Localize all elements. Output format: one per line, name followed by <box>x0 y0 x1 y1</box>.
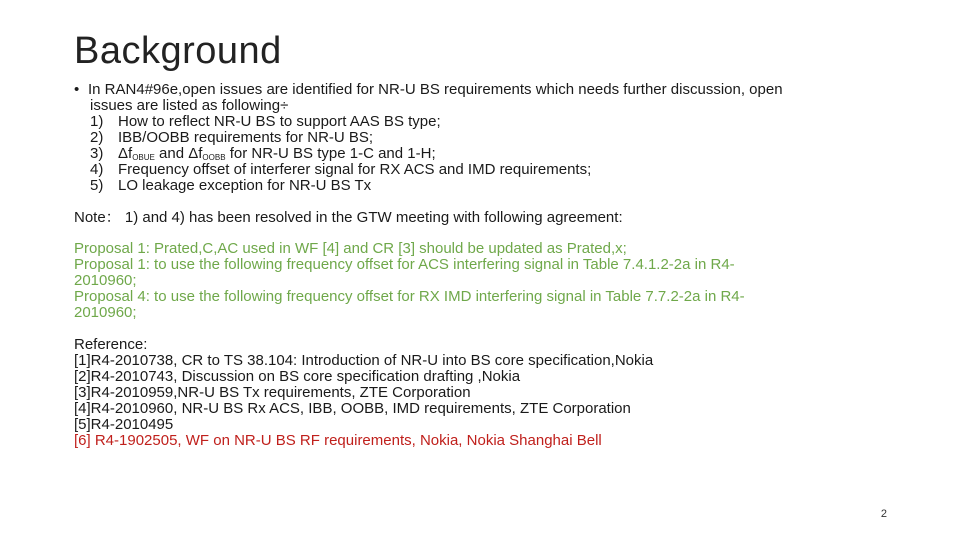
list-item <box>90 162 914 178</box>
item-text: IBB/OOBB requirements for NR-U BS; <box>118 129 374 146</box>
item-number: 4) <box>90 161 104 178</box>
page-number: 2 <box>880 508 887 520</box>
item-text: LO leakage exception for NR-U BS Tx <box>118 177 372 194</box>
reference-item: [2]R4-2010743, Discussion on BS core specification drafting ,Nokia <box>74 368 521 385</box>
delta-f-label: Δf <box>118 145 133 162</box>
item-number: 2) <box>90 129 104 146</box>
bullet-dot-icon: • <box>74 81 80 98</box>
reference-item: [4]R4-2010960, NR-U BS Rx ACS, IBB, OOBB, IMD requirements, ZTE Corporation <box>74 400 631 417</box>
item-text-tail: for NR-U BS type 1-C and 1-H; <box>225 145 436 162</box>
item-number: 3) <box>90 145 104 162</box>
issues-list <box>74 114 914 194</box>
reference-item: [3]R4-2010959,NR-U BS Tx requirements, ZTE Corporation <box>74 384 471 401</box>
issues-bullet <box>74 82 914 194</box>
proposal-line: 2010960; <box>74 272 137 289</box>
slide-title: Background <box>74 30 282 72</box>
bullet-intro: In RAN4#96e,open issues are identified for NR-U BS requirements which needs further discussion, open <box>88 81 783 98</box>
item-text: How to reflect NR-U BS to support AAS BS type; <box>118 113 441 130</box>
proposal-line: Proposal 1: Prated,C,AC used in WF [4] and CR [3] should be updated as Prated,x; <box>74 240 627 257</box>
item-text <box>118 146 436 162</box>
proposals-block <box>74 241 854 321</box>
list-item <box>90 130 914 146</box>
delta-f-label-2: and Δf <box>154 145 203 162</box>
list-item <box>90 114 914 130</box>
proposal-line: 2010960; <box>74 304 137 321</box>
subscript-obue: OBUE <box>132 153 155 162</box>
note-text: Note： 1) and 4) has been resolved in the GTW meeting with following agreement: <box>74 209 623 226</box>
proposal-line: Proposal 1: to use the following frequency offset for ACS interfering signal in Table 7.4.1.2-2a in R4- <box>74 256 735 273</box>
references-block <box>74 337 874 449</box>
reference-item: [5]R4-2010495 <box>74 416 174 433</box>
bullet-line <box>74 82 914 98</box>
item-number: 1) <box>90 113 104 130</box>
bullet-intro-cont: issues are listed as following÷ <box>90 97 289 114</box>
reference-item: [1]R4-2010738, CR to TS 38.104: Introduction of NR-U into BS core specification,Nokia <box>74 352 654 369</box>
list-item <box>90 178 914 194</box>
reference-item-highlighted: [6] R4-1902505, WF on NR-U BS RF requirements, Nokia, Nokia Shanghai Bell <box>74 432 602 449</box>
item-text: Frequency offset of interferer signal for RX ACS and IMD requirements; <box>118 161 592 178</box>
references-heading: Reference: <box>74 336 148 353</box>
proposal-line: Proposal 4: to use the following frequency offset for RX IMD interfering signal in Table 7.7.2-2a in R4- <box>74 288 745 305</box>
item-number: 5) <box>90 177 104 194</box>
list-item <box>90 146 914 162</box>
subscript-oobb: OOBB <box>202 153 226 162</box>
